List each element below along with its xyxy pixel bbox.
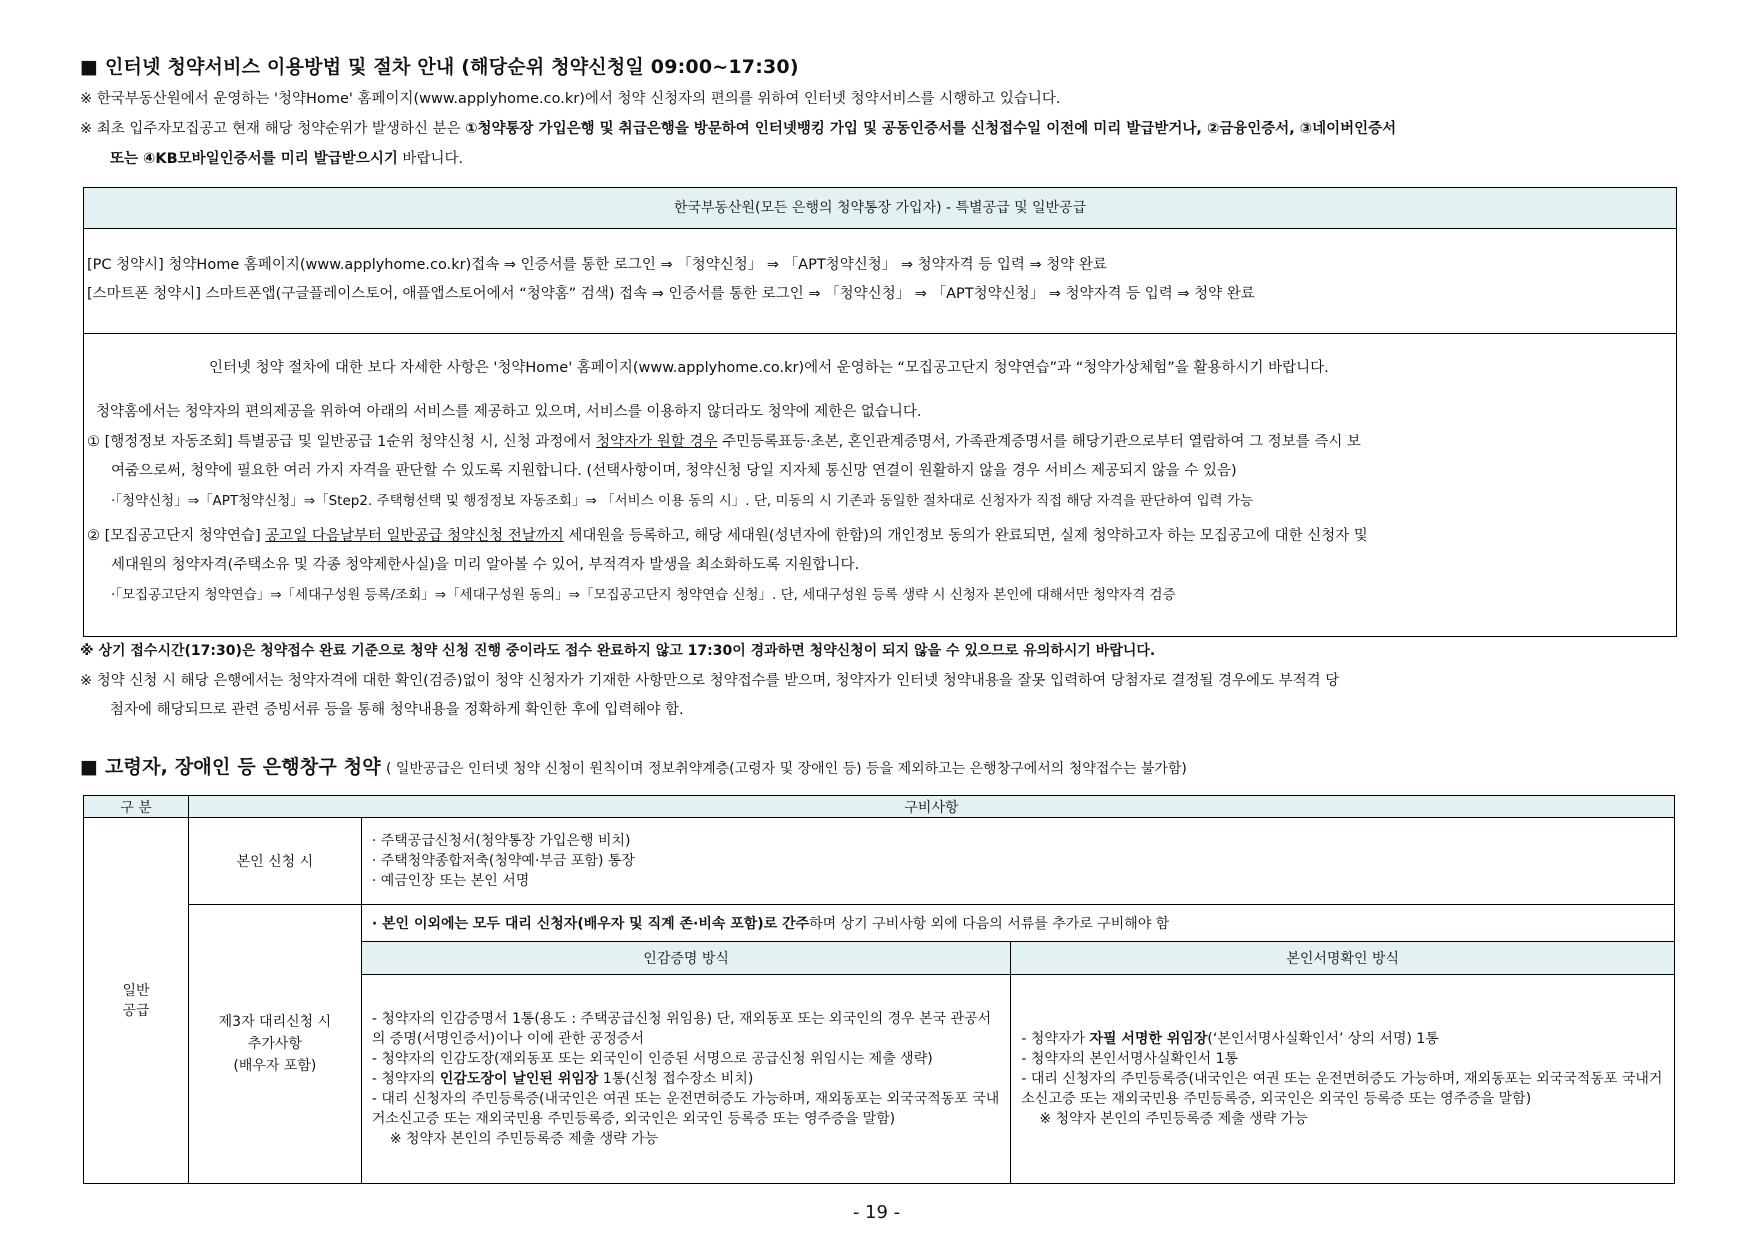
note-certificate-line2 bbox=[110, 146, 463, 172]
self-application-items bbox=[361, 818, 1674, 905]
category-general: 일반 공급 bbox=[84, 818, 189, 1184]
proxy-note bbox=[361, 905, 1674, 942]
service-item-2 bbox=[87, 524, 1368, 545]
bank-note-line1: ※ 청약 신청 시 해당 은행에서는 청약자격에 대한 확인(검증)없이 청약 신청자가 기재한 사항만으로 청약접수를 받으며, 청약자가 인터넷 청약내용을 잘못 입력하여 당첨자로 결정될 경우에도 부적격 당 bbox=[80, 673, 1340, 689]
sig-poa-a: - 청약자가 bbox=[1021, 1031, 1090, 1047]
procedure-box-header: 한국부동산원(모든 은행의 청약통장 가입자) - 특별공급 및 일반공급 bbox=[84, 188, 1676, 229]
signature-item: - 대리 신청자의 주민등록증(내국인은 여권 또는 운전면허증도 가능하며, 재외동포는 외국국적동포 국내거소신고증 또는 재외국민용 주민등록증, 외국인은 외국인 등록증 또는 영주증을 말함) bbox=[1021, 1071, 1663, 1107]
seal-item: - 청약자의 인감도장(재외동포 또는 외국인이 인증된 서명으로 공급신청 위임시는 제출 생략) bbox=[371, 1051, 933, 1067]
self-item: · 주택공급신청서(청약통장 가입은행 비치) bbox=[371, 833, 631, 849]
service-item-1-a: ① [행정정보 자동조회] 특별공급 및 일반공급 1순위 청약신청 시, 신청 과정에서 bbox=[87, 434, 597, 450]
signature-item-power-of-attorney bbox=[1021, 1029, 1664, 1049]
self-item: · 예금인장 또는 본인 서명 bbox=[371, 873, 530, 889]
table-header-category: 구 분 bbox=[84, 796, 189, 818]
table-header-requirements: 구비사항 bbox=[188, 796, 1674, 818]
seal-item-power-of-attorney bbox=[372, 1069, 1001, 1089]
service-item-1-line3: ·「청약신청」⇒「APT청약신청」⇒「Step2. 주택형선택 및 행정정보 자동조회」⇒ 「서비스 이용 동의 시」. 단, 미동의 시 기존과 동일한 절차대로 신청자가 직접 해당 자격을 판단하여 입력 가능 bbox=[111, 493, 1254, 509]
self-application-label: 본인 신청 시 bbox=[188, 818, 361, 905]
note-applyhome: ※ 한국부동산원에서 운영하는 '청약Home' 홈페이지(www.applyhome.co.kr)에서 청약 신청자의 편의를 위하여 인터넷 청약서비스를 시행하고 있습니다. bbox=[80, 91, 1061, 107]
seal-poa-bold: 인감도장이 날인된 위임장 bbox=[439, 1071, 599, 1087]
section-title-bank-main: ■ 고령자, 장애인 등 은행창구 청약 bbox=[80, 756, 381, 778]
seal-item: - 청약자의 인감증명서 1통(용도 : 주택공급신청 위임용) 단, 재외동포 또는 외국인의 경우 본국 관공서의 증명(서명인증서)이나 이에 관한 공정증서 bbox=[371, 1011, 992, 1047]
bank-note-line2: 첨자에 해당되므로 관련 증빙서류 등을 통해 청약내용을 정확하게 확인한 후에 입력해야 함. bbox=[110, 702, 684, 718]
deadline-note: ※ 상기 접수시간(17:30)은 청약접수 완료 기준으로 청약 신청 진행 중이라도 접수 완료하지 않고 17:30이 경과하면 청약신청이 되지 않을 수 있으므로 유의하시기 바랍니다. bbox=[80, 643, 1156, 659]
requirements-table bbox=[83, 795, 1675, 1184]
service-item-1-b: 주민등록표등·초본, 혼인관계증명서, 가족관계증명서를 해당기관으로부터 열람하여 그 정보를 즉시 보 bbox=[717, 434, 1361, 450]
method-signature-items bbox=[1011, 975, 1675, 1184]
service-item-1-line2: 여줌으로써, 청약에 필요한 여러 가지 자격을 판단할 수 있도록 지원합니다. (선택사항이며, 청약신청 당일 지자체 통신망 연결이 원활하지 않을 경우 서비스 제공되지 않을 수 있음) bbox=[111, 463, 1237, 479]
service-item-2-b: 세대원을 등록하고, 해당 세대원(성년자에 한함)의 개인정보 동의가 완료되면, 실제 청약하고자 하는 모집공고에 대한 신청자 및 bbox=[563, 528, 1368, 544]
section-title-bank-sub: ( 일반공급은 인터넷 청약 신청이 원칙이며 정보취약계층(고령자 및 장애인 등) 등을 제외하고는 은행창구에서의 청약접수는 불가함) bbox=[385, 761, 1187, 777]
note-certificate-bold: ①청약통장 가입은행 및 취급은행을 방문하여 인터넷뱅킹 가입 및 공동인증서를 신청접수일 이전에 미리 발급받거나, ②금융인증서, ③네이버인증서 bbox=[465, 121, 1397, 137]
service-item-2-underline: 공고일 다음날부터 일반공급 청약신청 전날까지 bbox=[265, 528, 564, 544]
seal-poa-b: 1통(신청 접수장소 비치) bbox=[598, 1071, 754, 1087]
service-intro: 청약홈에서는 청약자의 편의제공을 위하여 아래의 서비스를 제공하고 있으며, 서비스를 이용하지 않더라도 청약에 제한은 없습니다. bbox=[96, 404, 922, 420]
service-item-2-line3: ·「모집공고단지 청약연습」⇒「세대구성원 등록/조회」⇒「세대구성원 동의」⇒「모집공고단지 청약연습 신청」. 단, 세대구성원 등록 생략 시 신청자 본인에 대해서만 청약자격 검증 bbox=[111, 587, 1176, 603]
section-title-internet: ■ 인터넷 청약서비스 이용방법 및 절차 안내 (해당순위 청약신청일 09:00~17:30) bbox=[80, 56, 799, 78]
sig-poa-b: (‘본인서명사실확인서’ 상의 서명) 1통 bbox=[1207, 1031, 1439, 1047]
self-item: · 주택청약종합저축(청약예·부금 포함) 통장 bbox=[371, 853, 635, 869]
method-seal-items bbox=[361, 975, 1011, 1184]
service-item-1-underline: 청약자가 원할 경우 bbox=[596, 434, 718, 450]
signature-item: - 청약자의 본인서명사실확인서 1통 bbox=[1021, 1051, 1239, 1067]
seal-item: - 대리 신청자의 주민등록증(내국인은 여권 또는 운전면허증도 가능하며, 재외동포는 외국국적동포 국내거소신고증 또는 재외국민용 주민등록증, 외국인은 외국인 등록증 또는 영주증을 말함) bbox=[371, 1091, 1000, 1127]
method-seal-header: 인감증명 방식 bbox=[361, 942, 1011, 975]
proxy-label-line2: 추가사항 bbox=[247, 1036, 302, 1052]
proxy-label-line1: 제3자 대리신청 시 bbox=[218, 1014, 332, 1030]
note-certificate-line2-rest: 바랍니다. bbox=[397, 151, 464, 167]
procedure-box bbox=[83, 187, 1677, 637]
note-certificate-line2-bold: 또는 ④KB모바일인증서를 미리 발급받으시기 bbox=[110, 151, 398, 167]
seal-item-note: ※ 청약자 본인의 주민등록증 제출 생략 가능 bbox=[389, 1131, 659, 1147]
proxy-note-bold: · 본인 이외에는 모두 대리 신청자(배우자 및 직계 존·비속 포함)로 간주 bbox=[371, 916, 810, 932]
page-number: - 19 - bbox=[852, 1202, 901, 1223]
detail-guide-line: 인터넷 청약 절차에 대한 보다 자세한 사항은 '청약Home' 홈페이지(www.applyhome.co.kr)에서 운영하는 “모집공고단지 청약연습”과 “청약가상체험”을 활용하시기 바랍니다. bbox=[209, 360, 1329, 376]
note-certificate bbox=[80, 116, 1396, 142]
pc-procedure-line: [PC 청약시] 청약Home 홈페이지(www.applyhome.co.kr)접속 ⇒ 인증서를 통한 로그인 ⇒ 「청약신청」 ⇒ 「APT청약신청」 ⇒ 청약자격 등 입력 ⇒ 청약 완료 bbox=[87, 257, 1107, 273]
service-item-2-line2: 세대원의 청약자격(주택소유 및 각종 청약제한사실)을 미리 알아볼 수 있어, 부적격자 발생을 최소화하도록 지원합니다. bbox=[111, 557, 860, 573]
service-item-1 bbox=[87, 430, 1361, 451]
signature-item-note: ※ 청약자 본인의 주민등록증 제출 생략 가능 bbox=[1039, 1111, 1308, 1127]
seal-poa-a: - 청약자의 bbox=[371, 1071, 440, 1087]
note-certificate-prefix: ※ 최초 입주자모집공고 현재 해당 청약순위가 발생하신 분은 bbox=[80, 121, 466, 137]
section-title-bank bbox=[80, 752, 1187, 779]
sig-poa-bold: 자필 서명한 위임장 bbox=[1089, 1031, 1208, 1047]
proxy-note-rest: 하며 상기 구비사항 외에 다음의 서류를 추가로 구비해야 함 bbox=[809, 916, 1170, 932]
proxy-label-line3: (배우자 포함) bbox=[233, 1058, 317, 1074]
proxy-application-label bbox=[188, 905, 361, 1184]
service-item-2-a: ② [모집공고단지 청약연습] bbox=[87, 528, 266, 544]
method-signature-header: 본인서명확인 방식 bbox=[1011, 942, 1675, 975]
service-section bbox=[84, 333, 1676, 603]
mobile-procedure-line: [스마트폰 청약시] 스마트폰앱(구글플레이스토어, 애플앱스토어에서 “청약홈” 검색) 접속 ⇒ 인증서를 통한 로그인 ⇒ 「청약신청」 ⇒ 「APT청약신청」 ⇒ 청약자격 등 입력 ⇒ 청약 완료 bbox=[87, 286, 1255, 302]
